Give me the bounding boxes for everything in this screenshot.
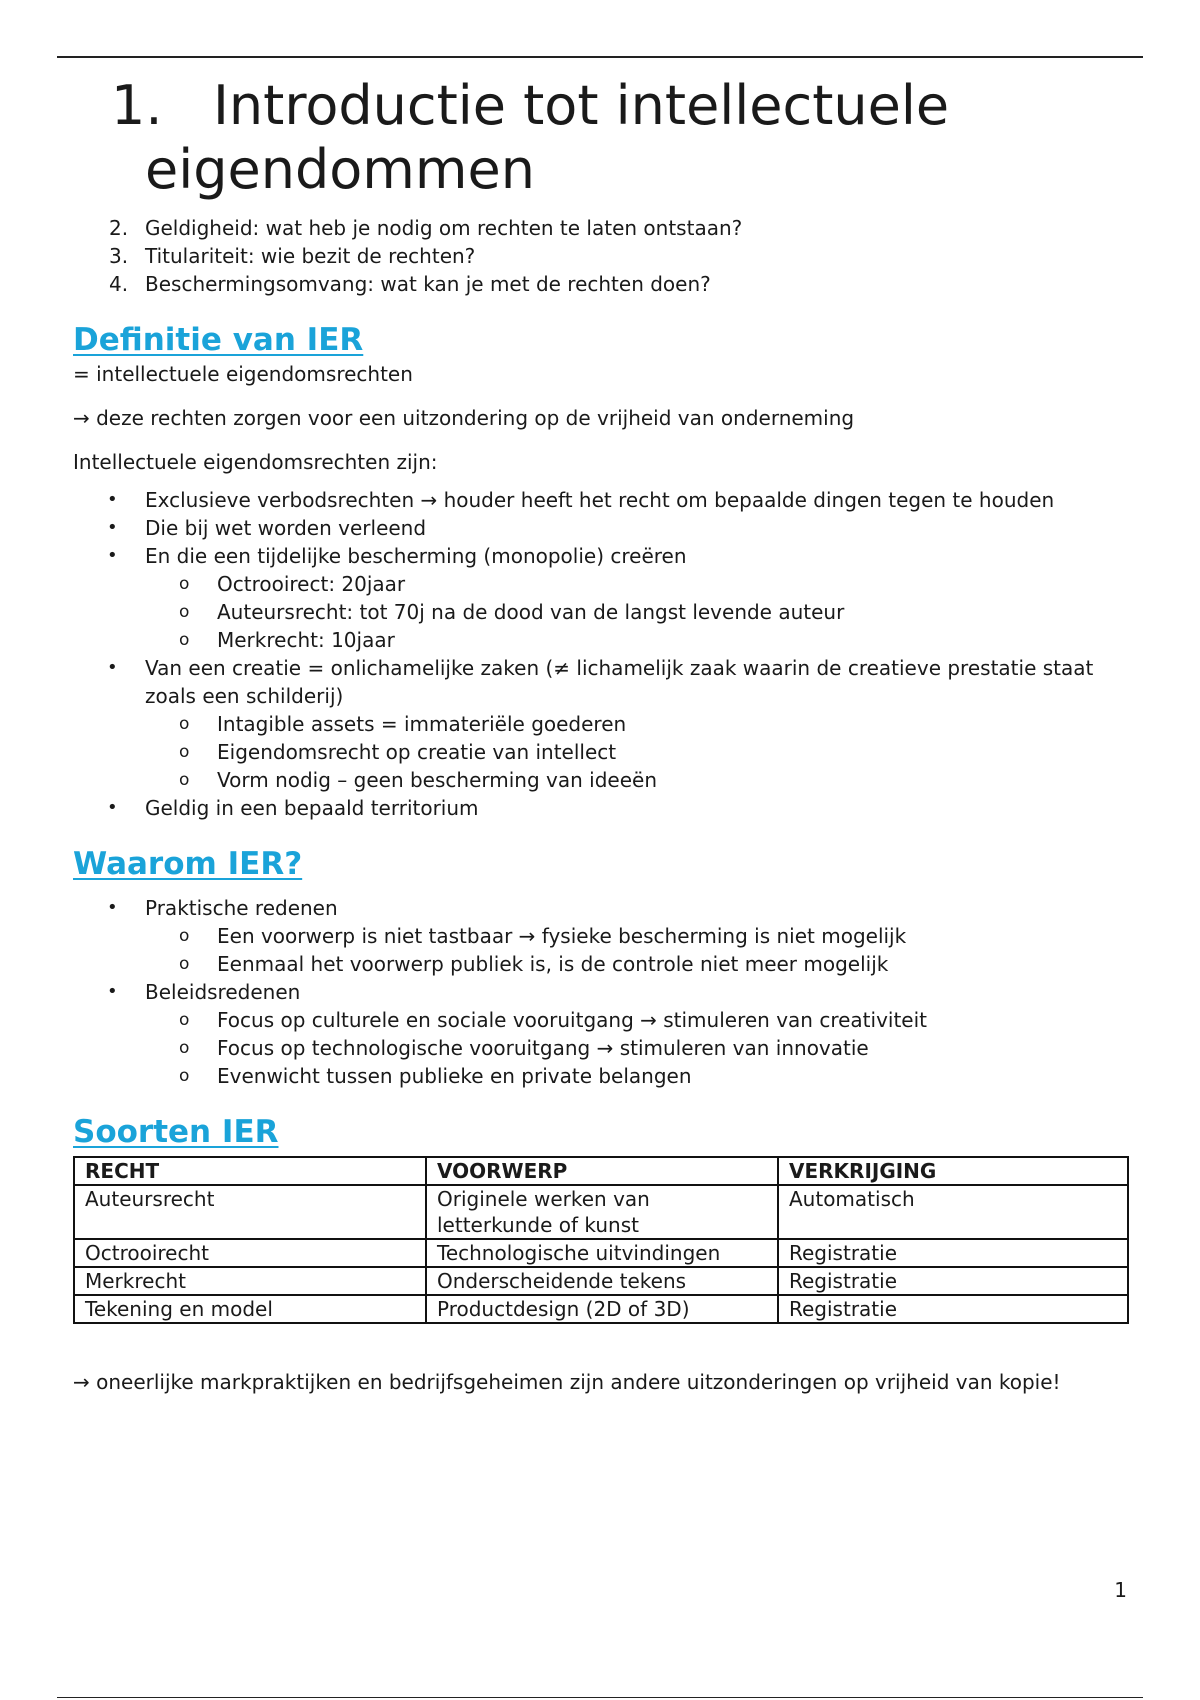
table-row xyxy=(74,1267,1128,1295)
list-item xyxy=(73,542,1129,654)
title-line-1: Introductie tot intellectuele xyxy=(213,74,950,137)
sub-bullet-text: Eigendomsrecht op creatie van intellect xyxy=(217,740,617,764)
table-cell: Auteursrecht xyxy=(74,1185,426,1239)
list-text: Beschermingsomvang: wat kan je met de rechten doen? xyxy=(145,272,711,296)
heading-waarom: Waarom IER? xyxy=(73,846,303,882)
sub-bullet-text: Een voorwerp is niet tastbaar → fysieke bescherming is niet mogelijk xyxy=(217,924,907,948)
bullet-glyph: • xyxy=(107,517,118,538)
list-item xyxy=(73,514,1129,542)
table-row xyxy=(74,1295,1128,1323)
sub-bullet-glyph: o xyxy=(179,1010,190,1030)
bullet-glyph: • xyxy=(107,981,118,1002)
sub-bullet-text: Focus op technologische vooruitgang → stimuleren van innovatie xyxy=(217,1036,869,1060)
bullet-text: Beleidsredenen xyxy=(145,980,301,1004)
definition-intro: Intellectuele eigendomsrechten zijn: xyxy=(73,450,438,474)
table-cell: Automatisch xyxy=(778,1185,1128,1239)
list-item xyxy=(73,894,1129,978)
sub-list-item xyxy=(145,570,1129,598)
footnote-arrow-line: → oneerlijke markpraktijken en bedrijfsgeheimen zijn andere uitzonderingen op vrijheid van kopie! xyxy=(73,1370,1061,1394)
table-cell: Registratie xyxy=(778,1295,1128,1323)
sub-list-item xyxy=(145,598,1129,626)
definition-arrow-line: → deze rechten zorgen voor een uitzondering op de vrijheid van onderneming xyxy=(73,406,855,430)
table-cell: Merkrecht xyxy=(74,1267,426,1295)
list-number: 3. xyxy=(109,244,129,268)
table-row xyxy=(74,1185,1128,1239)
sub-list-item xyxy=(145,710,1129,738)
outline-list xyxy=(73,214,1129,298)
sub-bullet-glyph: o xyxy=(179,926,190,946)
column-header: VERKRIJGING xyxy=(778,1157,1128,1185)
sub-bullet-text: Intagible assets = immateriële goederen xyxy=(217,712,627,736)
list-item xyxy=(73,486,1129,514)
list-item xyxy=(73,654,1129,794)
bullet-text: Die bij wet worden verleend xyxy=(145,516,427,540)
table-row xyxy=(74,1239,1128,1267)
bullet-text: Geldig in een bepaald territorium xyxy=(145,796,479,820)
definition-line: = intellectuele eigendomsrechten xyxy=(73,362,413,386)
sub-bullet-glyph: o xyxy=(179,630,190,650)
sub-list xyxy=(145,710,1129,794)
list-text: Geldigheid: wat heb je nodig om rechten te laten ontstaan? xyxy=(145,216,743,240)
list-number: 2. xyxy=(109,216,129,240)
table-cell: Tekening en model xyxy=(74,1295,426,1323)
sub-list xyxy=(145,1006,1129,1090)
sub-list-item xyxy=(145,1034,1129,1062)
bullet-glyph: • xyxy=(107,545,118,566)
title-number: 1. xyxy=(111,74,163,137)
bullet-text: Exclusieve verbodsrechten → houder heeft het recht om bepaalde dingen tegen te houden xyxy=(145,488,1055,512)
sub-list xyxy=(145,570,1129,654)
sub-list-item xyxy=(145,626,1129,654)
table-cell: Registratie xyxy=(778,1239,1128,1267)
bullet-glyph: • xyxy=(107,657,118,678)
bottom-rule xyxy=(57,1697,1143,1698)
sub-bullet-glyph: o xyxy=(179,770,190,790)
list-number: 4. xyxy=(109,272,129,296)
sub-bullet-glyph: o xyxy=(179,742,190,762)
sub-list-item xyxy=(145,922,1129,950)
heading-soorten: Soorten IER xyxy=(73,1114,279,1150)
sub-bullet-text: Eenmaal het voorwerp publiek is, is de controle niet meer mogelijk xyxy=(217,952,889,976)
table-cell: Onderscheidende tekens xyxy=(426,1267,778,1295)
sub-bullet-text: Merkrecht: 10jaar xyxy=(217,628,395,652)
sub-bullet-glyph: o xyxy=(179,1038,190,1058)
sub-bullet-glyph: o xyxy=(179,1066,190,1086)
table-cell: Productdesign (2D of 3D) xyxy=(426,1295,778,1323)
sub-bullet-text: Evenwicht tussen publieke en private belangen xyxy=(217,1064,692,1088)
list-item xyxy=(73,214,1129,242)
list-text: Titulariteit: wie bezit de rechten? xyxy=(145,244,476,268)
sub-bullet-glyph: o xyxy=(179,574,190,594)
heading-definitie: Definitie van IER xyxy=(73,322,364,358)
table-cell: Registratie xyxy=(778,1267,1128,1295)
sub-bullet-glyph: o xyxy=(179,602,190,622)
list-item xyxy=(73,978,1129,1090)
sub-bullet-text: Auteursrecht: tot 70j na de dood van de langst levende auteur xyxy=(217,600,845,624)
bullet-glyph: • xyxy=(107,897,118,918)
sub-list-item xyxy=(145,1062,1129,1090)
sub-bullet-text: Focus op culturele en sociale vooruitgang → stimuleren van creativiteit xyxy=(217,1008,927,1032)
sub-list-item xyxy=(145,766,1129,794)
table-cell: Originele werken van letterkunde of kunst xyxy=(426,1185,778,1239)
sub-list-item xyxy=(145,950,1129,978)
top-rule xyxy=(57,56,1143,58)
table-header-row xyxy=(74,1157,1128,1185)
bullet-text: Praktische redenen xyxy=(145,896,338,920)
sub-list xyxy=(145,922,1129,978)
sub-bullet-text: Octrooirect: 20jaar xyxy=(217,572,406,596)
page-title xyxy=(73,74,1129,202)
column-header: VOORWERP xyxy=(426,1157,778,1185)
waarom-bullets xyxy=(73,894,1129,1090)
list-item xyxy=(73,242,1129,270)
sub-bullet-glyph: o xyxy=(179,714,190,734)
definition-bullets xyxy=(73,486,1129,822)
table-cell: Octrooirecht xyxy=(74,1239,426,1267)
table-cell: Technologische uitvindingen xyxy=(426,1239,778,1267)
sub-bullet-glyph: o xyxy=(179,954,190,974)
column-header: RECHT xyxy=(74,1157,426,1185)
list-item xyxy=(73,270,1129,298)
sub-list-item xyxy=(145,738,1129,766)
ier-types-table xyxy=(73,1156,1129,1324)
page-number: 1 xyxy=(1114,1578,1127,1602)
sub-bullet-text: Vorm nodig – geen bescherming van ideeën xyxy=(217,768,657,792)
list-item xyxy=(73,794,1129,822)
bullet-text: En die een tijdelijke bescherming (monopolie) creëren xyxy=(145,544,687,568)
title-line-2: eigendommen xyxy=(145,138,535,201)
page-content xyxy=(73,70,1129,1396)
bullet-glyph: • xyxy=(107,797,118,818)
bullet-glyph: • xyxy=(107,489,118,510)
sub-list-item xyxy=(145,1006,1129,1034)
bullet-text: Van een creatie = onlichamelijke zaken (≠ lichamelijk zaak waarin de creatieve prestatie staat zoals een schilderij) xyxy=(145,656,1094,708)
